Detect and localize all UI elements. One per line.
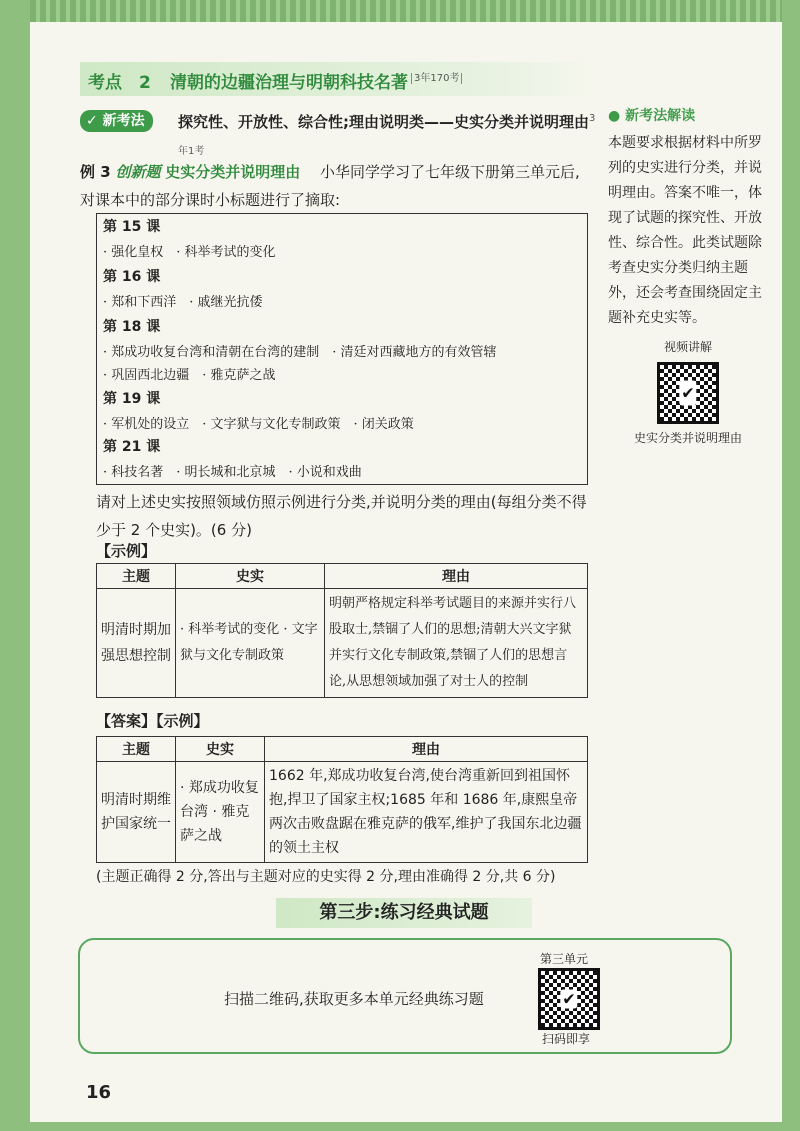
qr-box bbox=[78, 938, 732, 1054]
lesson-title: 第 18 课 bbox=[103, 319, 161, 335]
header-theme: 主题 bbox=[97, 737, 176, 762]
example-number: 例 3 bbox=[80, 163, 111, 181]
question-text: 请对上述史实按照领域仿照示例进行分类,并说明分类的理由(每组分类不得少于 2 个史实)。(6 分) bbox=[96, 493, 587, 539]
lesson-title: 第 16 课 bbox=[103, 269, 161, 285]
theme-cell: 明清时期维护国家统一 bbox=[97, 762, 176, 863]
side-text: 本题要求根据材料中所罗列的史实进行分类，并说明理由。答案不唯一，体现了试题的探究性、开放性、综合性。此类试题除考查史实分类归纳主题外，还会考查围绕固定主题补充史实等。 bbox=[608, 135, 762, 326]
lesson-title: 第 15 课 bbox=[103, 219, 161, 235]
example-intro bbox=[80, 158, 590, 214]
facts-cell: · 科举考试的变化 · 文字狱与文化专制政策 bbox=[176, 589, 325, 698]
reason-cell: 1662 年,郑成功收复台湾,使台湾重新回到祖国怀抱,捍卫了国家主权;1685 年和 1686 年,康熙皇帝两次击败盘踞在雅克萨的俄军,维护了我国东北边疆的领土主权 bbox=[265, 762, 588, 863]
new-exam-tag: 3年1考 bbox=[178, 113, 596, 157]
topic-title: 清朝的边疆治理与明朝科技名著 $^{3年170考}$ bbox=[170, 68, 462, 93]
lesson-title: 第 21 课 bbox=[103, 439, 161, 455]
lesson-items: · 郑和下西洋 · 戚继光抗倭 bbox=[103, 295, 263, 310]
video-label: 视频讲解 bbox=[663, 340, 712, 354]
score-note: (主题正确得 2 分,答出与主题对应的史实得 2 分,理由准确得 2 分,共 6 分) bbox=[96, 869, 556, 885]
side-title: ● 新考法解读 bbox=[608, 108, 696, 124]
header-facts: 史实 bbox=[176, 737, 265, 762]
header-facts: 史实 bbox=[176, 564, 325, 589]
new-exam-text: 探究性、开放性、综合性;理由说明类——史实分类并说明理由$^{3年1考}$ bbox=[178, 113, 596, 157]
side-panel bbox=[608, 104, 768, 451]
lesson-items: · 郑成功收复台湾和清朝在台湾的建制 · 清廷对西藏地方的有效管辖 bbox=[103, 345, 497, 360]
qr-code-icon[interactable] bbox=[538, 968, 600, 1030]
lesson-list bbox=[96, 213, 588, 485]
new-exam-badge: ✓ 新考法 bbox=[80, 110, 153, 132]
example-text: 小华同学学习了七年级下册第三单元后,对课本中的部分课时小标题进行了摘取: bbox=[80, 163, 580, 209]
header-reason: 理由 bbox=[265, 737, 588, 762]
topic-header bbox=[80, 62, 600, 96]
facts-cell: · 郑成功收复台湾 · 雅克萨之战 bbox=[176, 762, 265, 863]
video-caption: 史实分类并说明理由 bbox=[633, 431, 742, 445]
answer-table bbox=[96, 736, 588, 863]
page-number: 16 bbox=[86, 1082, 112, 1103]
lesson-items: · 巩固西北边疆 · 雅克萨之战 bbox=[103, 368, 276, 383]
topic-label: 考点 2 bbox=[88, 73, 151, 93]
qr-box-text: 扫描二维码,获取更多本单元经典练习题 bbox=[224, 990, 484, 1008]
theme-cell: 明清时期加强思想控制 bbox=[97, 589, 176, 698]
qr-box-caption: 扫码即享 bbox=[542, 1032, 591, 1046]
qr-code-icon[interactable] bbox=[657, 362, 719, 424]
lesson-items: · 强化皇权 · 科举考试的变化 bbox=[103, 245, 276, 260]
reason-cell: 明朝严格规定科举考试题目的来源并实行八股取士,禁锢了人们的思想;清朝大兴文字狱并实行文化专制政策,禁锢了人们的思想言论,从思想领域加强了对士人的控制 bbox=[325, 589, 588, 698]
top-stripe bbox=[30, 0, 782, 22]
lesson-items: · 军机处的设立 · 文字狱与文化专制政策 · 闭关政策 bbox=[103, 417, 414, 432]
example-topic: 史实分类并说明理由 bbox=[165, 163, 301, 181]
header-theme: 主题 bbox=[97, 564, 176, 589]
example-tag: 创新题 bbox=[115, 163, 161, 181]
lesson-items: · 科技名著 · 明长城和北京城 · 小说和戏曲 bbox=[103, 465, 362, 480]
answer-label: 【答案】【示例】 bbox=[96, 712, 209, 730]
step-banner: 第三步:练习经典试题 bbox=[276, 898, 532, 928]
example-label: 【示例】 bbox=[96, 542, 157, 560]
header-reason: 理由 bbox=[325, 564, 588, 589]
qr-box-unit: 第三单元 bbox=[540, 952, 589, 966]
lesson-title: 第 19 课 bbox=[103, 391, 161, 407]
example-table bbox=[96, 563, 588, 698]
topic-tag: 3年170考 bbox=[411, 73, 462, 84]
